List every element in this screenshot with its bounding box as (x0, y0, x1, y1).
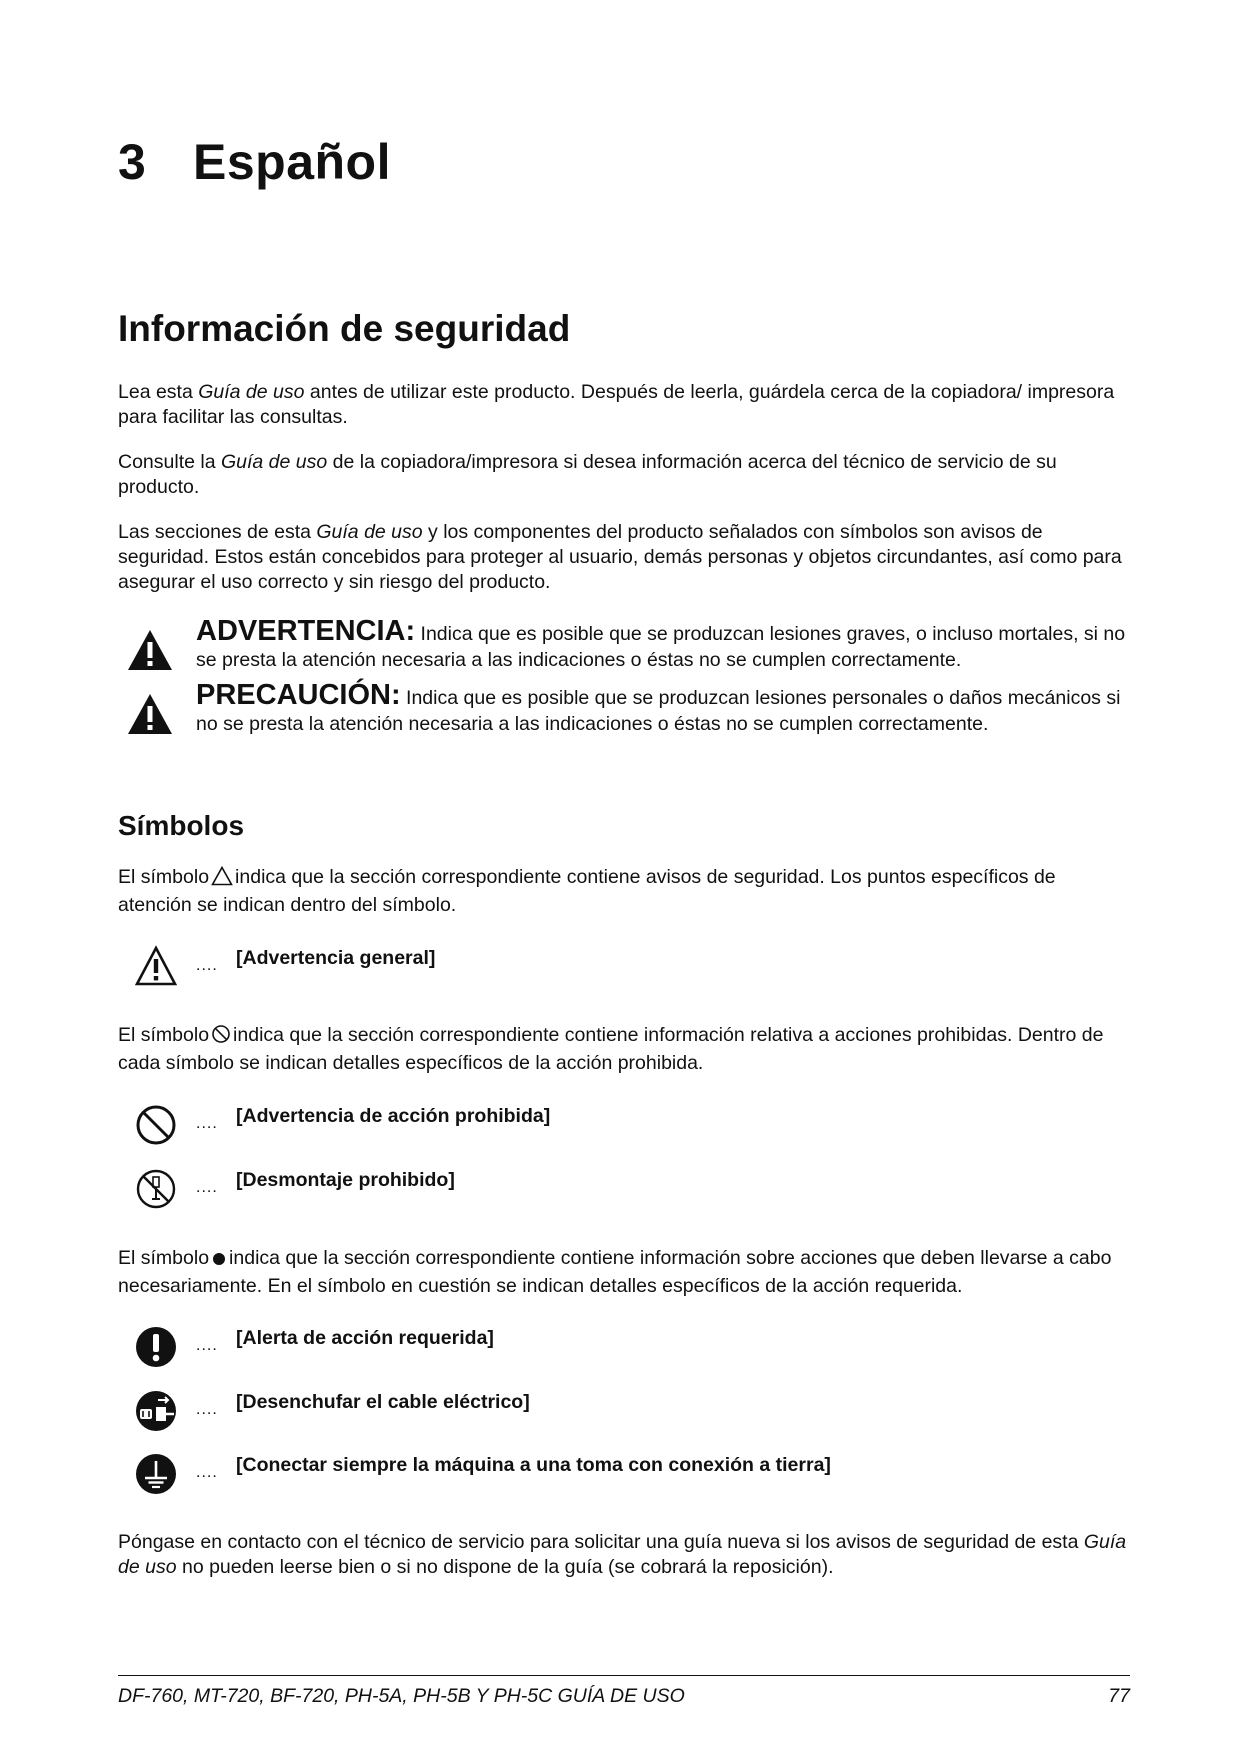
prohibited-action-label: [Advertencia de acción prohibida] (236, 1105, 551, 1127)
chapter-number: 3 (118, 134, 147, 190)
symbol-row-unplug (118, 1389, 1018, 1435)
closing-paragraph: Póngase en contacto con el técnico de servicio para solicitar una guía nueva si los avisos de seguridad de esta Guía de uso no pueden leerse bien o si no dispone de la guía (se cobrará la reposición). (118, 1531, 1127, 1578)
warning-advertencia (118, 615, 1130, 678)
leader-dots: .... (196, 957, 218, 974)
symbol-row-general-warning (118, 945, 1018, 991)
required-action-icon (134, 1325, 178, 1374)
warning-precaucion-text: PRECAUCIÓN: Indica que es posible que se produzcan lesiones personales o daños mecánicos si no se presta la atención necesaria a las indicaciones o éstas no se cumplen correctamente. (196, 679, 1121, 735)
symbol-row-prohibited-action (118, 1103, 1018, 1149)
leader-dots: .... (196, 1464, 218, 1481)
no-disassembly-icon (134, 1167, 178, 1216)
leader-dots: .... (196, 1337, 218, 1354)
required-action-label: [Alerta de acción requerida] (236, 1327, 494, 1349)
triangle-symbol-paragraph: El símbolo indica que la sección correspondiente contiene avisos de seguridad. Los puntos específicos de atención se indican dentro del símbolo. (118, 866, 1056, 916)
required-symbol-paragraph: El símbolo indica que la sección correspondiente contiene información sobre acciones que deben llevarse a cabo necesariamente. En el símbolo en cuestión se indican detalles específicos de la acción requerida. (118, 1247, 1112, 1297)
symbol-row-ground (118, 1452, 1018, 1498)
warning-triangle-filled-icon (126, 692, 174, 741)
footer-divider (118, 1675, 1130, 1676)
intro-paragraph-3: Las secciones de esta Guía de uso y los componentes del producto señalados con símbolos son avisos de seguridad. Estos están concebidos para proteger al usuario, demás personas y objetos circundantes, así como para asegurar el uso correcto y sin riesgo del producto. (118, 521, 1122, 593)
filled-circle-icon (211, 1249, 227, 1274)
chapter-heading (118, 133, 391, 191)
no-disassembly-label: [Desmontaje prohibido] (236, 1169, 455, 1191)
caution-keyword: PRECAUCIÓN: (196, 679, 401, 711)
general-warning-icon (134, 945, 178, 992)
unplug-label: [Desenchufar el cable eléctrico] (236, 1391, 530, 1413)
warning-advertencia-text: ADVERTENCIA: Indica que es posible que se produzcan lesiones graves, o incluso mortales, si no se presta la atención necesaria a las indicaciones o éstas no se cumplen correctamente. (196, 615, 1126, 671)
ground-connection-icon (134, 1452, 178, 1501)
leader-dots: .... (196, 1179, 218, 1196)
intro-paragraph-1: Lea esta Guía de uso antes de utilizar este producto. Después de leerla, guárdela cerca de la copiadora/ impresora para facilitar las consultas. (118, 381, 1115, 428)
symbols-title: Símbolos (118, 810, 245, 841)
footer-title: DF-760, MT-720, BF-720, PH-5A, PH-5B Y PH-5C GUÍA DE USO (118, 1685, 685, 1707)
prohibited-circle-icon (211, 1024, 231, 1051)
unplug-cable-icon (134, 1389, 178, 1438)
leader-dots: .... (196, 1115, 218, 1132)
triangle-outline-icon (211, 866, 233, 893)
warning-keyword: ADVERTENCIA: (196, 615, 416, 647)
prohibited-symbol-paragraph: El símbolo indica que la sección correspondiente contiene información relativa a acciones prohibidas. Dentro de cada símbolo se indican detalles específicos de la acción prohibida. (118, 1024, 1104, 1074)
warning-triangle-filled-icon (126, 628, 174, 677)
intro-paragraph-2: Consulte la Guía de uso de la copiadora/impresora si desea información acerca del técnico de servicio de su producto. (118, 451, 1057, 498)
warning-precaucion (118, 679, 1130, 772)
prohibited-action-icon (134, 1103, 178, 1152)
general-warning-label: [Advertencia general] (236, 947, 436, 969)
leader-dots: .... (196, 1401, 218, 1418)
symbol-row-no-disassembly (118, 1167, 1018, 1213)
symbol-row-required-action (118, 1325, 1018, 1371)
section-title: Información de seguridad (118, 308, 571, 349)
chapter-title: Español (193, 134, 391, 190)
ground-label: [Conectar siempre la máquina a una toma con conexión a tierra] (236, 1454, 831, 1476)
page-number: 77 (1108, 1685, 1130, 1707)
